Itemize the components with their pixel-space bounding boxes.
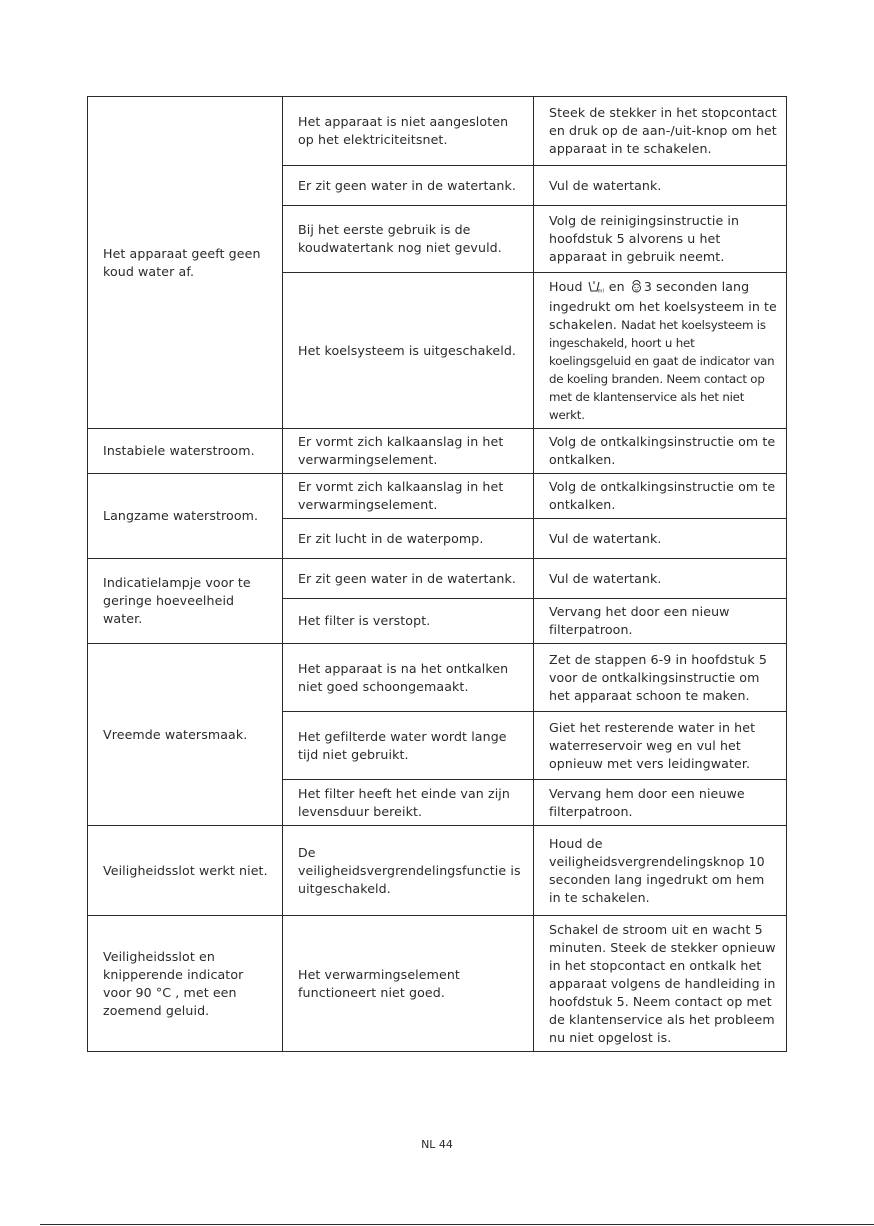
table-row (88, 826, 787, 916)
problem-cell: Veiligheidsslot en knipperende indicator voor 90 °C , met een zoemend geluid. (88, 916, 283, 1052)
cause-cell: Er zit geen water in de watertank. (283, 166, 534, 206)
cause-cell: Het gefilterde water wordt lange tijd niet gebruikt. (283, 712, 534, 780)
table-row (88, 916, 787, 1052)
cause-cell: Er zit lucht in de waterpomp. (283, 519, 534, 559)
problem-cell: Indicatielampje voor te geringe hoeveelheid water. (88, 559, 283, 644)
cause-cell: Bij het eerste gebruik is de koudwatertank nog niet gevuld. (283, 206, 534, 273)
cause-cell: De veiligheidsvergrendelingsfunctie is uitgeschakeld. (283, 826, 534, 916)
solution-cell: Volg de ontkalkingsinstructie om te ontkalken. (534, 429, 787, 474)
solution-cell: Zet de stappen 6-9 in hoofdstuk 5 voor de ontkalkingsinstructie om het apparaat schoon te maken. (534, 644, 787, 712)
solution-text: 3 seconden lang ingedrukt om het koelsysteem in te schakelen. (549, 278, 777, 332)
solution-cell: Vul de watertank. (534, 166, 787, 206)
solution-cell: Houd de veiligheidsvergrendelingsknop 10 seconden lang ingedrukt om hem in te schakelen. (534, 826, 787, 916)
cause-cell: Het filter heeft het einde van zijn levensduur bereikt. (283, 780, 534, 826)
cause-cell: Het apparaat is niet aangesloten op het elektriciteitsnet. (283, 97, 534, 166)
solution-cell: Vervang het door een nieuw filterpatroon. (534, 599, 787, 644)
cause-cell: Het apparaat is na het ontkalken niet goed schoongemaakt. (283, 644, 534, 712)
cause-cell: Het verwarmingselement functioneert niet goed. (283, 916, 534, 1052)
table-row (88, 559, 787, 599)
cause-cell: Er vormt zich kalkaanslag in het verwarmingselement. (283, 474, 534, 519)
solution-text: Houd (549, 278, 583, 294)
solution-cell: Schakel de stroom uit en wacht 5 minuten. Steek de stekker opnieuw in het stopcontact en ontkalk het apparaat volgens de handleiding in hoofdstuk 5. Neem contact op met de klantenservice als het probleem nu niet opgelost is. (534, 916, 787, 1052)
solution-cell: Volg de ontkalkingsinstructie om te ontkalken. (534, 474, 787, 519)
problem-cell: Langzame waterstroom. (88, 474, 283, 559)
solution-cell: Vul de watertank. (534, 519, 787, 559)
table-row (88, 474, 787, 519)
cause-cell: Het filter is verstopt. (283, 599, 534, 644)
cause-cell: Er zit geen water in de watertank. (283, 559, 534, 599)
page-number: NL 44 (421, 1138, 453, 1151)
solution-cell: Giet het resterende water in het waterreservoir weg en vul het opnieuw met vers leidingwater. (534, 712, 787, 780)
bottom-divider (40, 1224, 874, 1225)
problem-cell: Het apparaat geeft geen koud water af. (88, 97, 283, 429)
solution-cell: Volg de reinigingsinstructie in hoofdstuk 5 alvorens u het apparaat in gebruik neemt. (534, 206, 787, 273)
child-lock-icon (630, 280, 643, 298)
cause-cell: Het koelsysteem is uitgeschakeld. (283, 273, 534, 429)
problem-cell: Instabiele waterstroom. (88, 429, 283, 474)
troubleshooting-table (87, 96, 787, 1052)
cause-cell: Er vormt zich kalkaanslag in het verwarmingselement. (283, 429, 534, 474)
solution-text: Nadat het koelsysteem is ingeschakeld, hoort u het koelingsgeluid en gaat de indicator van de koeling branden. Neem contact op met de klantenservice als het niet werkt. (549, 317, 775, 422)
problem-cell: Vreemde watersmaak. (88, 644, 283, 826)
table-row (88, 97, 787, 166)
solution-cell: Steek de stekker in het stopcontact en druk op de aan-/uit-knop om het apparaat in te schakelen. (534, 97, 787, 166)
svg-text:ml: ml (597, 288, 604, 293)
solution-text: en (608, 278, 625, 294)
solution-cell: Vul de watertank. (534, 559, 787, 599)
cold-water-ml-icon (588, 280, 604, 298)
table-row (88, 644, 787, 712)
solution-cell: Vervang hem door een nieuwe filterpatroon. (534, 780, 787, 826)
problem-cell: Veiligheidsslot werkt niet. (88, 826, 283, 916)
solution-cell (534, 273, 787, 429)
table-row (88, 429, 787, 474)
